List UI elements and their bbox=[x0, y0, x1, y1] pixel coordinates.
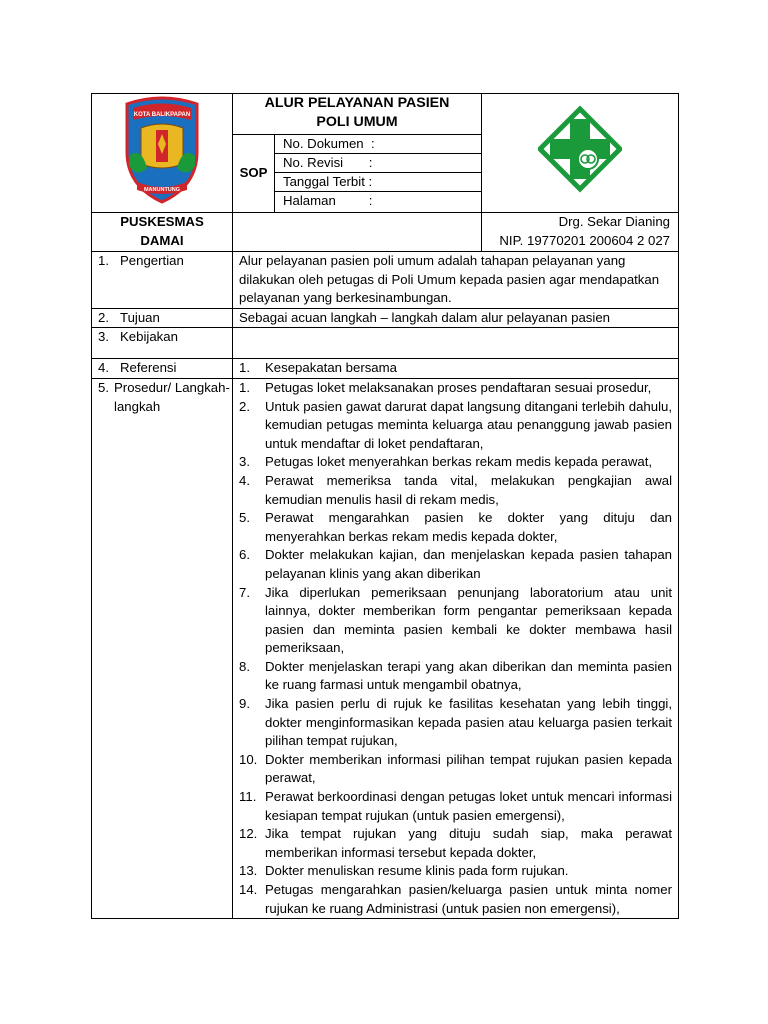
prosedur-steps bbox=[233, 378, 679, 918]
tujuan-text: Sebagai acuan langkah – langkah dalam alur pelayanan pasien bbox=[233, 308, 679, 328]
city-logo-cell bbox=[92, 94, 233, 213]
item-number: 8. bbox=[239, 658, 250, 674]
item-text: Dokter menuliskan resume klinis pada form rujukan. bbox=[265, 863, 569, 879]
document-fields bbox=[275, 135, 482, 213]
list-item bbox=[239, 453, 672, 472]
logo-bottom-text: MANUNTUNG bbox=[143, 187, 181, 194]
list-item bbox=[239, 379, 672, 398]
list-item bbox=[239, 546, 672, 583]
list-item bbox=[239, 695, 672, 751]
field-no-revisi: No. Revisi : bbox=[275, 154, 481, 173]
puskesmas-line-2: DAMAI bbox=[140, 232, 184, 248]
item-text: Perawat mengarahkan pasien ke dokter yang dituju dan menyerahkan berkas rekam medis kepada dokter, bbox=[265, 510, 673, 544]
item-text: Jika pasien perlu di rujuk ke fasilitas kesehatan yang lebih tinggi, dokter menginformasikan kepada pasien atau keluarga pasien terkait pilihan tempat rujukan, bbox=[265, 696, 673, 749]
list-item bbox=[239, 584, 672, 658]
row-number: 5. bbox=[98, 379, 109, 395]
title-line-1: ALUR PELAYANAN PASIEN bbox=[264, 95, 450, 111]
item-number: 9. bbox=[239, 696, 250, 712]
field-no-dokumen: No. Dokumen : bbox=[275, 135, 481, 154]
row-number: 1. bbox=[98, 253, 109, 268]
item-text: Dokter melakukan kajian, dan menjelaskan kepada pasien tahapan pelayanan klinis yang akan diberikan bbox=[265, 547, 673, 581]
item-text: Untuk pasien gawat darurat dapat langsung ditangani terlebih dahulu, kemudian petugas meminta keluarga atau penanggung jawab pasien untuk mendaftar di loket pendaftaran, bbox=[265, 398, 673, 451]
item-number: 11. bbox=[239, 789, 257, 805]
list-item bbox=[239, 398, 672, 454]
row-label: Referensi bbox=[120, 360, 177, 376]
row-label-prosedur bbox=[92, 378, 233, 918]
signer-block bbox=[482, 213, 679, 252]
item-text: Dokter memberikan informasi pilihan tempat rujukan pasien kepada perawat, bbox=[265, 751, 673, 786]
item-number: 10. bbox=[239, 751, 258, 767]
row-label: Prosedur/ Langkah-langkah bbox=[114, 379, 230, 414]
referensi-list bbox=[233, 359, 679, 379]
item-number: 3. bbox=[239, 454, 250, 470]
item-text: Petugas mengarahkan pasien/keluarga pasien untuk minta nomer rujukan ke ruang Administrasi (untuk pasien non emergensi), bbox=[265, 882, 673, 916]
field-tanggal-terbit: Tanggal Terbit : bbox=[275, 173, 481, 192]
puskesmas-line-1: PUSKESMAS bbox=[120, 214, 204, 229]
list-item bbox=[239, 825, 672, 862]
item-number: 1. bbox=[239, 379, 250, 395]
item-number: 7. bbox=[239, 584, 250, 600]
list-item bbox=[239, 751, 672, 788]
sop-label: SOP bbox=[233, 135, 275, 213]
list-item bbox=[239, 862, 672, 881]
empty-cell bbox=[233, 213, 482, 252]
list-item bbox=[239, 472, 672, 509]
item-text: Jika diperlukan pemeriksaan penunjang laboratorium atau unit lainnya, dokter memberikan form pengantar pemeriksaan kepada pasien dan meminta pasien kembali ke dokter membawa hasil pemeriksaan, bbox=[265, 584, 673, 656]
logo-top-text: KOTA BALIKPAPAN bbox=[133, 112, 191, 119]
list-item bbox=[239, 881, 672, 918]
item-number: 4. bbox=[239, 472, 250, 488]
item-number: 1. bbox=[239, 360, 250, 376]
item-text: Kesepakatan bersama bbox=[265, 360, 397, 376]
row-label-tujuan bbox=[92, 308, 233, 328]
puskesmas-cross-logo bbox=[538, 97, 622, 203]
item-number: 12. bbox=[239, 826, 258, 842]
document-title bbox=[233, 94, 482, 135]
row-label-pengertian bbox=[92, 252, 233, 309]
puskesmas-logo-cell bbox=[482, 94, 679, 213]
list-item bbox=[239, 788, 672, 825]
list-item bbox=[239, 509, 672, 546]
row-label-kebijakan bbox=[92, 328, 233, 359]
item-text: Dokter menjelaskan terapi yang akan diberikan dan meminta pasien ke ruang farmasi untuk mengambil obatnya, bbox=[265, 658, 673, 693]
row-number: 4. bbox=[98, 360, 109, 376]
field-halaman: Halaman : bbox=[283, 193, 373, 208]
city-emblem-logo bbox=[119, 94, 205, 206]
item-text: Petugas loket melaksanakan proses pendaftaran sesuai prosedur, bbox=[265, 379, 652, 395]
kebijakan-text bbox=[233, 328, 679, 359]
row-number: 3. bbox=[98, 329, 109, 345]
row-label-referensi bbox=[92, 359, 233, 379]
pengertian-text: Alur pelayanan pasien poli umum adalah tahapan pelayanan yang dilakukan oleh petugas di Poli Umum kepada pasien agar mendapatkan pelayanan yang berkesinambungan. bbox=[233, 252, 679, 309]
signer-nip: NIP. 19770201 200604 2 027 bbox=[499, 232, 671, 248]
item-text: Perawat memeriksa tanda vital, melakukan pengkajian awal kemudian menulis hasil di rekam medis, bbox=[265, 472, 673, 507]
row-label: Kebijakan bbox=[120, 329, 178, 345]
list-item bbox=[239, 658, 672, 695]
row-label: Tujuan bbox=[120, 309, 160, 325]
item-number: 5. bbox=[239, 510, 250, 526]
row-number: 2. bbox=[98, 309, 109, 325]
item-text: Perawat berkoordinasi dengan petugas loket untuk mencari informasi kesiapan tempat rujukan (untuk pasien emergensi), bbox=[265, 789, 673, 823]
item-number: 2. bbox=[239, 398, 250, 414]
sop-table bbox=[91, 93, 679, 919]
title-line-2: POLI UMUM bbox=[316, 114, 398, 130]
list-item bbox=[239, 359, 672, 378]
sop-document bbox=[91, 93, 678, 919]
signer-name: Drg. Sekar Dianing bbox=[558, 214, 671, 229]
row-label: Pengertian bbox=[120, 253, 184, 268]
item-number: 13. bbox=[239, 863, 258, 879]
item-number: 6. bbox=[239, 547, 250, 563]
item-number: 14. bbox=[239, 882, 258, 897]
puskesmas-name bbox=[92, 213, 233, 252]
item-text: Jika tempat rujukan yang dituju sudah siap, maka perawat memberikan informasi tersebut kepada dokter, bbox=[265, 826, 673, 860]
item-text: Petugas loket menyerahkan berkas rekam medis kepada perawat, bbox=[265, 454, 653, 470]
